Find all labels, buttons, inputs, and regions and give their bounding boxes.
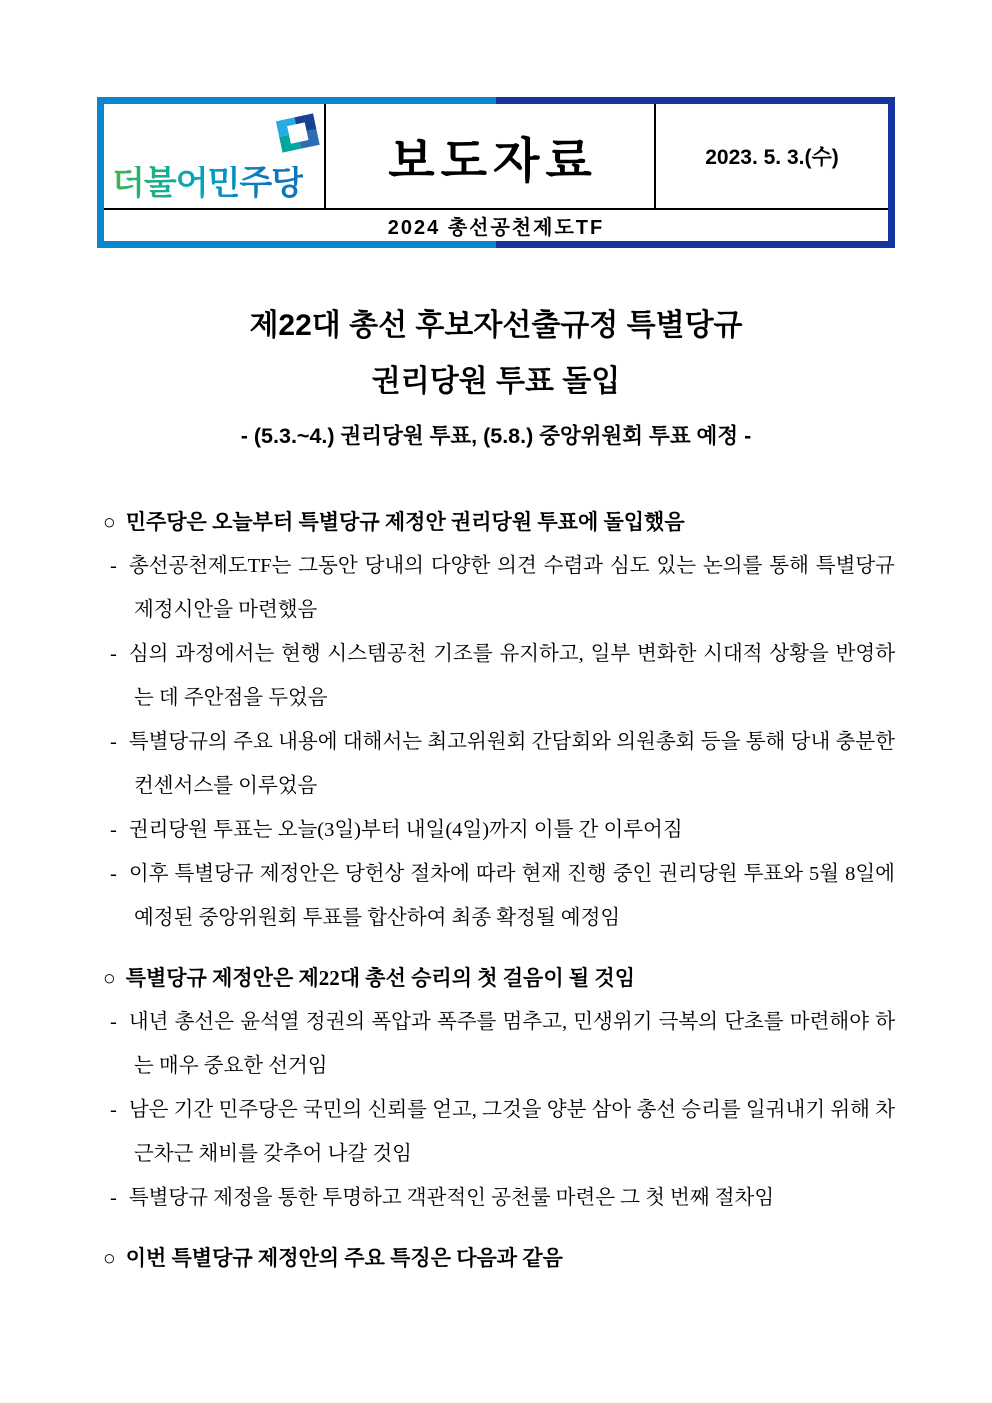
press-release-title-cell (326, 104, 656, 208)
header-bottom-border (97, 241, 895, 248)
header-department: 2024 총선공천제도TF (387, 217, 605, 239)
dash-bullet-icon: - (110, 1011, 117, 1033)
section-3-heading (97, 1236, 895, 1280)
dash-bullet-icon: - (110, 1187, 117, 1209)
dash-bullet-icon: - (110, 863, 117, 885)
list-item-text: 내년 총선은 윤석열 정권의 폭압과 폭주를 멈추고, 민생위기 극복의 단초를 마련해야 하는 매우 중요한 선거임 (128, 1011, 895, 1077)
list-item-text: 특별당규의 주요 내용에 대해서는 최고위원회 간담회와 의원총회 등을 통해 당내 충분한 컨센서스를 이루었음 (128, 731, 895, 797)
document-content (97, 248, 895, 1280)
header-date: 2023. 5. 3.(수) (705, 146, 839, 169)
document-subtitle: - (5.3.~4.) 권리당원 투표, (5.8.) 중앙위원회 투표 예정 - (240, 424, 752, 448)
list-item (97, 808, 895, 852)
party-flag-icon (270, 108, 326, 160)
list-item (97, 1176, 895, 1220)
list-item (97, 852, 895, 940)
section-1 (97, 500, 895, 940)
dash-bullet-icon: - (110, 1099, 117, 1121)
press-release-header (97, 97, 895, 248)
list-item-text: 이후 특별당규 제정안은 당헌상 절차에 따라 현재 진행 중인 권리당원 투표와 5월 8일에 예정된 중앙위원회 투표를 합산하여 최종 확정될 예정임 (128, 863, 895, 929)
dash-bullet-icon: - (110, 643, 117, 665)
list-item-text: 특별당규 제정을 통한 투명하고 객관적인 공천룰 마련은 그 첫 번째 절차임 (128, 1187, 775, 1209)
header-left-border (97, 97, 104, 248)
section-2 (97, 956, 895, 1220)
header-right-border (888, 97, 895, 248)
section-3-heading-text: 이번 특별당규 제정안의 주요 특징은 다음과 같음 (125, 1246, 563, 1270)
header-department-cell (104, 208, 888, 241)
party-logo (104, 104, 326, 208)
section-1-heading (97, 500, 895, 544)
list-item (97, 720, 895, 808)
circle-bullet-icon: ○ (103, 966, 116, 990)
list-item-text: 남은 기간 민주당은 국민의 신뢰를 얻고, 그것을 양분 삼아 총선 승리를 일궈내기 위해 차근차근 채비를 갖추어 나갈 것임 (128, 1099, 895, 1165)
circle-bullet-icon: ○ (103, 1246, 116, 1270)
dash-bullet-icon: - (110, 555, 117, 577)
section-2-heading (97, 956, 895, 1000)
section-2-heading-text: 특별당규 제정안은 제22대 총선 승리의 첫 걸음이 될 것임 (125, 966, 635, 990)
list-item (97, 1000, 895, 1088)
list-item (97, 1088, 895, 1176)
list-item (97, 632, 895, 720)
header-table (104, 104, 888, 241)
dash-bullet-icon: - (110, 819, 117, 841)
list-item-text: 총선공천제도TF는 그동안 당내의 다양한 의견 수렴과 심도 있는 논의를 통해 특별당규 제정시안을 마련했음 (128, 555, 895, 621)
section-3 (97, 1236, 895, 1280)
header-top-border (97, 97, 895, 104)
section-1-heading-text: 민주당은 오늘부터 특별당규 제정안 권리당원 투표에 돌입했음 (125, 510, 685, 534)
press-release-title: 보도자료 (388, 134, 598, 188)
list-item-text: 권리당원 투표는 오늘(3일)부터 내일(4일)까지 이틀 간 이루어짐 (128, 819, 683, 841)
list-item-text: 심의 과정에서는 현행 시스템공천 기조를 유지하고, 일부 변화한 시대적 상황을 반영하는 데 주안점을 두었음 (128, 643, 895, 709)
list-item (97, 544, 895, 632)
document-title-line1: 제22대 총선 후보자선출규정 특별당규 (249, 309, 743, 342)
dash-bullet-icon: - (110, 731, 117, 753)
header-date-cell (656, 104, 888, 208)
circle-bullet-icon: ○ (103, 510, 116, 534)
document-title-line2: 권리당원 투표 돌입 (371, 365, 621, 398)
party-logo-text: 더불어민주당 (112, 164, 304, 202)
document-body (97, 500, 895, 1280)
